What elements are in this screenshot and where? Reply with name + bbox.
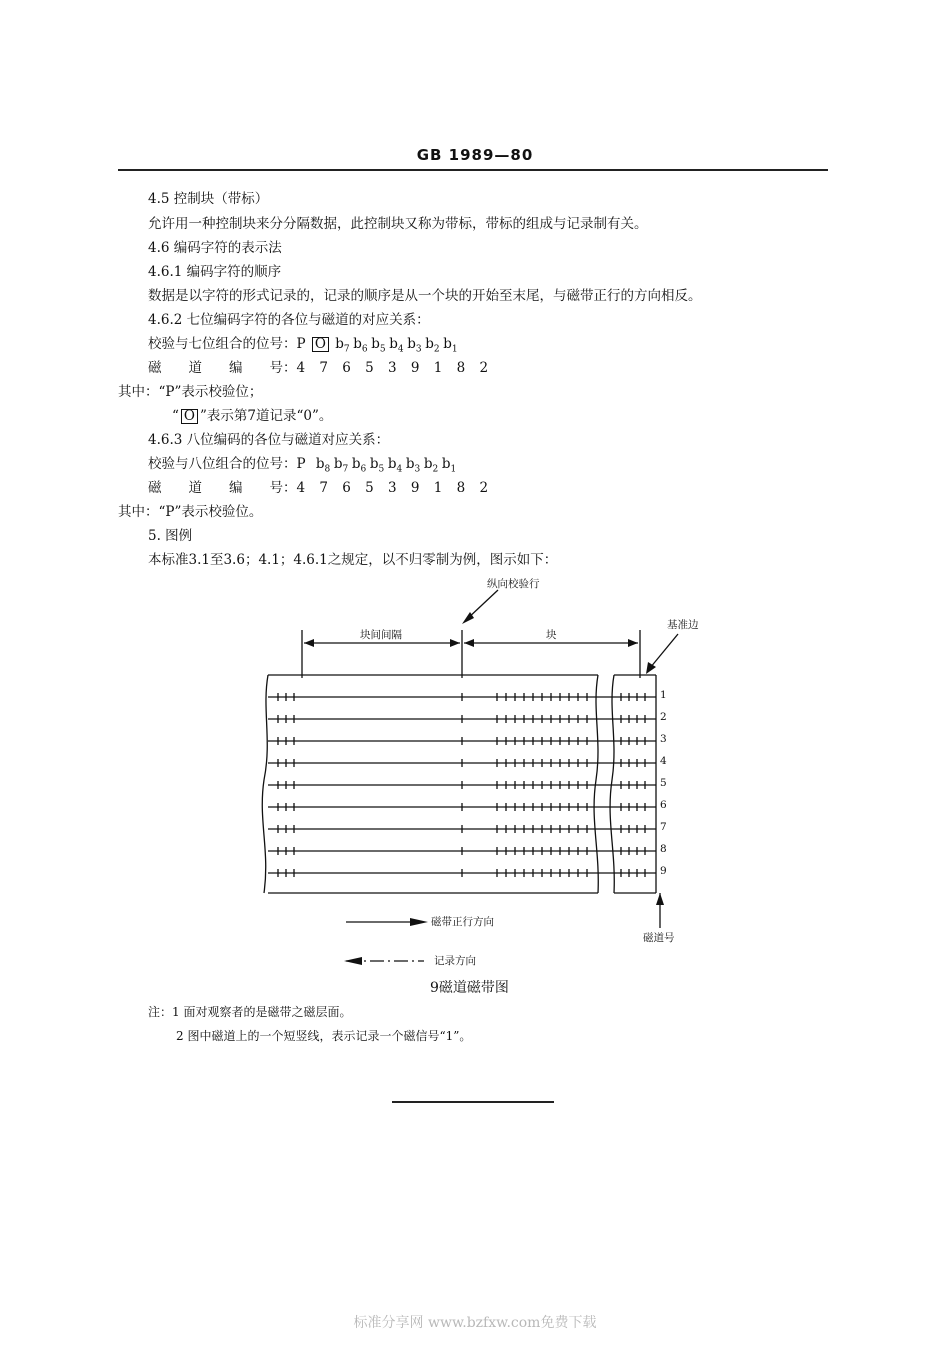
parity-p: P — [296, 456, 306, 472]
text-line: 数据是以字符的形式记录的，记录的顺序是从一个块的开始至末尾，与磁带正行的方向相反。 — [148, 288, 702, 304]
label-ref-edge: 基准边 — [667, 619, 699, 631]
text-line: 允许用一种控制块来分分隔数据，此控制块又称为带标，带标的组成与记录制有关。 — [148, 216, 648, 232]
bit-sub: 6 — [361, 344, 368, 355]
track-numbers: 4 7 6 5 3 9 1 8 2 — [296, 480, 494, 496]
note-1: 注：1 面对观察者的是磁带之磁层面。 — [148, 1005, 352, 1019]
bit-sub: 2 — [433, 344, 440, 355]
eight-bit-row: 校验与八位组合的位号：P $b_8$ $b_7$ $b_6$ $b_5$ $b_4$ $b_3$ $b_2$ $b_1$ — [148, 456, 457, 475]
label-gap: 块间间隔 — [360, 629, 402, 641]
label-record: 记录方向 — [434, 955, 476, 967]
quote: “ — [172, 408, 179, 424]
bit-sub: 3 — [414, 464, 421, 475]
section-4-5: 4.5 控制块（带标） — [148, 191, 269, 207]
label-block: 块 — [546, 629, 557, 641]
boxed-o: O — [312, 337, 329, 352]
track-number: 5 — [660, 777, 667, 789]
track-number: 3 — [660, 733, 667, 745]
section-4-6-2: 4.6.2 七位编码字符的各位与磁道的对应关系： — [148, 312, 430, 328]
bit-sub: 7 — [343, 344, 350, 355]
track-number: 8 — [660, 843, 667, 855]
footer-watermark: 标准分享网 www.bzfxw.com免费下载 — [353, 1315, 597, 1331]
bit-sub: 1 — [450, 464, 457, 475]
bit-sub: 1 — [451, 344, 458, 355]
section-4-6-1: 4.6.1 编码字符的顺序 — [148, 264, 282, 280]
row-label: 校验与七位组合的位号： — [148, 336, 297, 352]
section-4-6: 4.6 编码字符的表示法 — [148, 240, 282, 256]
row-label: 磁 道 编 号： — [148, 480, 297, 496]
boxed-o: O — [181, 409, 198, 424]
text-line: 其中：“P”表示校验位； — [118, 384, 263, 400]
bit-sub: 7 — [342, 464, 349, 475]
bit-sub: 4 — [397, 344, 404, 355]
track-numbers: 4 7 6 5 3 9 1 8 2 — [296, 360, 494, 376]
text-line: 本标准3.1至3.6；4.1；4.6.1之规定，以不归零制为例，图示如下： — [148, 552, 558, 568]
section-5: 5. 图例 — [148, 528, 193, 544]
section-4-6-3: 4.6.3 八位编码的各位与磁道对应关系： — [148, 432, 390, 448]
parity-p: P — [296, 336, 306, 352]
label-check-row: 纵向校验行 — [487, 578, 540, 590]
track-number: 1 — [660, 689, 667, 701]
seven-bit-row: 校验与七位组合的位号：P O $b_7$ $b_6$ $b_5$ $b_4$ $b_3$ $b_2$ $b_1$ — [148, 336, 458, 355]
page-header: GB 1989—80 — [416, 146, 534, 164]
bit-sub: 3 — [415, 344, 422, 355]
track-number: 4 — [660, 755, 667, 767]
bit-sub: 2 — [432, 464, 439, 475]
note-2: 2 图中磁道上的一个短竖线，表示记录一个磁信号“1”。 — [176, 1029, 472, 1043]
track-number: 9 — [660, 865, 667, 877]
row-label: 磁 道 编 号： — [148, 360, 297, 376]
row-label: 校验与八位组合的位号： — [148, 456, 297, 472]
note-text: ”表示第7道记录“0”。 — [199, 408, 333, 424]
text-line: 其中：“P”表示校验位。 — [118, 504, 263, 520]
bit-sub: 8 — [324, 464, 331, 475]
bit-sub: 6 — [360, 464, 367, 475]
end-rule — [392, 1101, 554, 1103]
track-number: 6 — [660, 799, 667, 811]
figure-caption: 9磁道磁带图 — [430, 980, 509, 996]
bit-sub: 5 — [379, 344, 386, 355]
track-number: 7 — [660, 821, 667, 833]
bit-sub: 4 — [396, 464, 403, 475]
label-track-no: 磁道号 — [643, 932, 675, 944]
track-number: 2 — [660, 711, 667, 723]
label-forward: 磁带正行方向 — [431, 916, 494, 928]
bit-sub: 5 — [378, 464, 385, 475]
